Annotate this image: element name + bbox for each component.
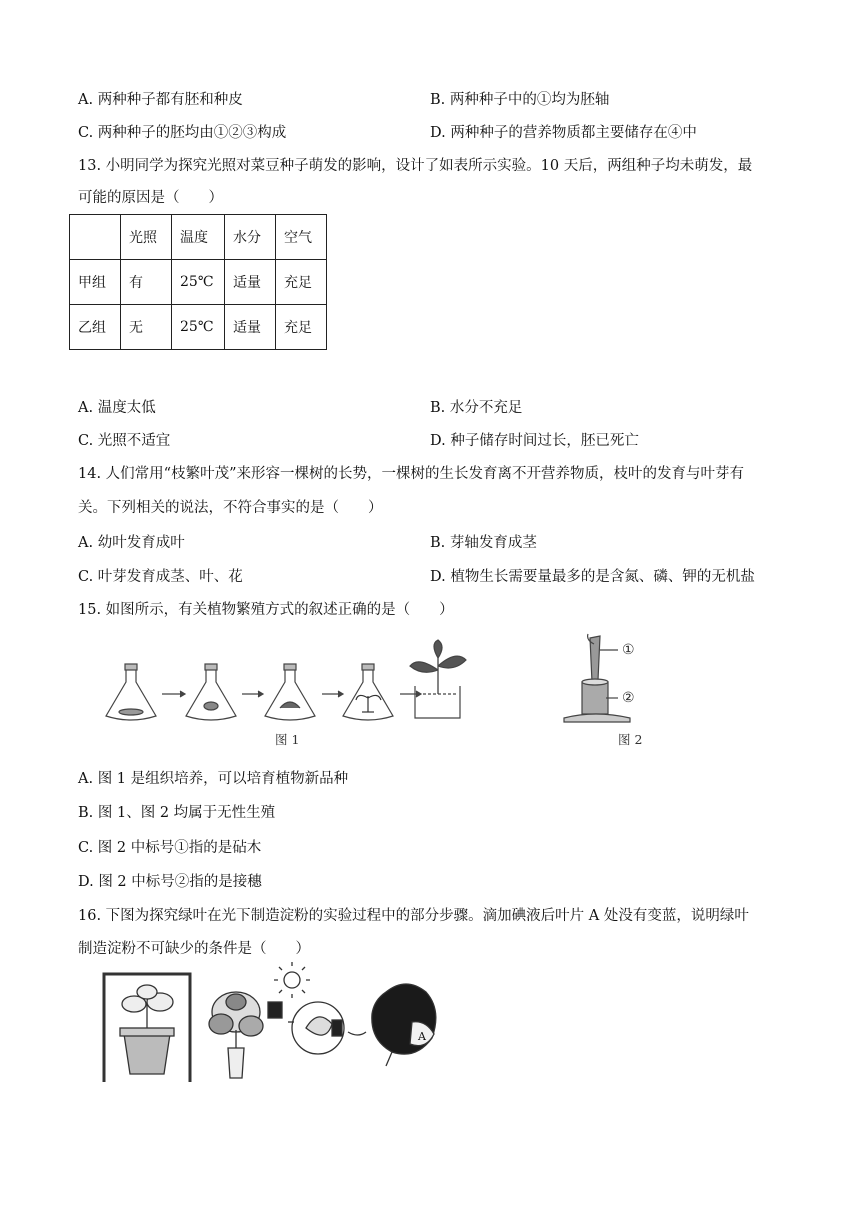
table-cell: 25℃ [172, 260, 225, 305]
flask-icon [265, 664, 315, 720]
q15-figure2-caption: 图 2 [618, 732, 643, 747]
flask-icon [106, 664, 156, 720]
q13-stem-line1: 13. 小明同学为探究光照对菜豆种子萌发的影响，设计了如表所示实验。10 天后，两组种子均未萌发，最 [78, 158, 753, 174]
stock-icon [582, 682, 608, 714]
q15-option-a: A. 图 1 是组织培养，可以培育植物新品种 [78, 771, 349, 787]
q12-option-a: A. 两种种子都有胚和种皮 [78, 92, 243, 108]
q13-option-b: B. 水分不充足 [430, 400, 523, 416]
table-cell: 充足 [276, 305, 327, 350]
soil-icon [564, 714, 630, 722]
table-cell: 有 [121, 260, 172, 305]
q15-figure2 [560, 630, 680, 730]
q12-option-b: B. 两种种子中的①均为胚轴 [430, 92, 610, 108]
table-cell: 适量 [225, 305, 276, 350]
q13-stem-line2: 可能的原因是（ ） [78, 190, 223, 206]
q15-option-b: B. 图 1、图 2 均属于无性生殖 [78, 805, 276, 821]
dark-box-icon [104, 974, 190, 1082]
q15-figure2-label2: ② [622, 690, 635, 706]
q15-figure2-label1: ① [622, 642, 635, 658]
table-cell: 乙组 [70, 305, 121, 350]
q12-option-c: C. 两种种子的胚均由①②③构成 [78, 125, 287, 141]
arrow-icon [348, 1032, 366, 1035]
q15-figure1 [100, 636, 480, 728]
q14-option-b: B. 芽轴发育成茎 [430, 535, 537, 551]
q14-option-d: D. 植物生长需要量最多的是含氮、磷、钾的无机盐 [430, 569, 755, 585]
table-cell: 充足 [276, 260, 327, 305]
black-paper-icon [268, 1002, 282, 1018]
table-cell: 适量 [225, 260, 276, 305]
q12-option-d: D. 两种种子的营养物质都主要储存在④中 [430, 125, 697, 141]
table-header-cell: 光照 [121, 215, 172, 260]
table-row [70, 305, 327, 350]
plant-beaker-icon [410, 640, 466, 718]
table-header-cell: 水分 [225, 215, 276, 260]
q14-option-c: C. 叶芽发育成茎、叶、花 [78, 569, 243, 585]
q13-table [69, 214, 327, 350]
stained-leaf-icon [372, 984, 436, 1066]
q13-option-a: A. 温度太低 [78, 400, 156, 416]
q15-stem: 15. 如图所示，有关植物繁殖方式的叙述正确的是（ ） [78, 602, 454, 618]
table-header-row [70, 215, 327, 260]
flask-icon [186, 664, 236, 720]
table-cell: 甲组 [70, 260, 121, 305]
table-cell: 25℃ [172, 305, 225, 350]
leaf-detail-icon [292, 1002, 344, 1054]
q16-stem-line1: 16. 下图为探究绿叶在光下制造淀粉的实验过程中的部分步骤。滴加碘液后叶片 A 处没有变蓝，说明绿叶 [78, 908, 749, 924]
leaf-label-a: A [418, 1030, 426, 1043]
q14-stem-line2: 关。下列相关的说法，不符合事实的是（ ） [78, 500, 383, 516]
table-header-cell: 空气 [276, 215, 327, 260]
table-header-cell: 温度 [172, 215, 225, 260]
flask-icon [343, 664, 393, 720]
flower-pot-icon [124, 1034, 170, 1074]
q14-option-a: A. 幼叶发育成叶 [78, 535, 185, 551]
q16-figure [96, 962, 446, 1087]
q15-option-c: C. 图 2 中标号①指的是砧木 [78, 840, 262, 856]
q15-option-d: D. 图 2 中标号②指的是接穗 [78, 874, 262, 890]
q15-figure1-caption: 图 1 [275, 732, 300, 747]
q16-stem-line2: 制造淀粉不可缺少的条件是（ ） [78, 941, 310, 957]
q14-stem-line1: 14. 人们常用“枝繁叶茂”来形容一棵树的长势，一棵树的生长发育离不开营养物质，枝叶的发育与叶芽有 [78, 466, 744, 482]
plant-in-light-icon [209, 992, 282, 1078]
table-cell: 无 [121, 305, 172, 350]
q13-option-d: D. 种子储存时间过长，胚已死亡 [430, 433, 639, 449]
q13-option-c: C. 光照不适宜 [78, 433, 171, 449]
small-pot-icon [228, 1048, 244, 1078]
table-row [70, 260, 327, 305]
table-header-cell [70, 215, 121, 260]
sun-icon [274, 962, 310, 998]
